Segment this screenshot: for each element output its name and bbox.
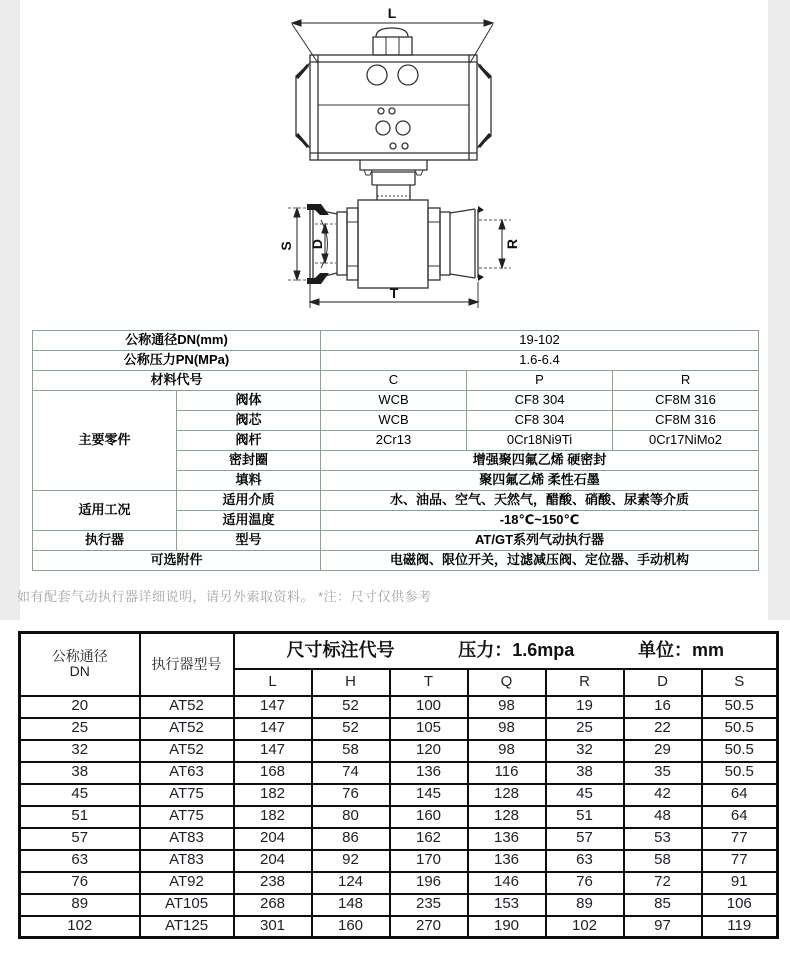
table-row xyxy=(20,894,778,916)
dim-value-cell: 168 xyxy=(234,762,312,784)
dim-value-cell: 301 xyxy=(234,916,312,938)
spec-model-value: AT/GT系列气动执行器 xyxy=(321,531,759,551)
dim-value-cell: 196 xyxy=(390,872,468,894)
spec-material-code-p: P xyxy=(467,371,613,391)
dim-value-cell: 136 xyxy=(390,762,468,784)
spec-part-name: 阀芯 xyxy=(177,411,321,431)
dim-title-cell xyxy=(234,633,778,669)
spec-material-label: 材料代号 xyxy=(33,371,321,391)
dim-value-cell: 160 xyxy=(390,806,468,828)
spec-parts-label: 主要零件 xyxy=(33,391,177,491)
table-row xyxy=(20,828,778,850)
dim-dn-header xyxy=(20,633,140,696)
dim-dn-cell: 102 xyxy=(20,916,140,938)
dim-dn-cell: 45 xyxy=(20,784,140,806)
dim-value-cell: 89 xyxy=(546,894,624,916)
dim-model-cell: AT63 xyxy=(140,762,234,784)
dim-model-cell: AT75 xyxy=(140,784,234,806)
dim-value-cell: 268 xyxy=(234,894,312,916)
table-row xyxy=(20,740,778,762)
dim-value-cell: 52 xyxy=(312,696,390,718)
dim-value-cell: 98 xyxy=(468,718,546,740)
dim-value-cell: 50.5 xyxy=(702,718,778,740)
dim-dn-cell: 51 xyxy=(20,806,140,828)
dim-value-cell: 128 xyxy=(468,784,546,806)
dim-model-cell: AT83 xyxy=(140,828,234,850)
dim-value-cell: 25 xyxy=(546,718,624,740)
spec-table xyxy=(32,330,759,571)
dim-dn-cell: 38 xyxy=(20,762,140,784)
dim-value-cell: 50.5 xyxy=(702,762,778,784)
dim-value-cell: 53 xyxy=(624,828,702,850)
dim-value-cell: 16 xyxy=(624,696,702,718)
spec-part-value: 聚四氟乙烯 柔性石墨 xyxy=(321,471,759,491)
table-row xyxy=(20,718,778,740)
dim-value-cell: 48 xyxy=(624,806,702,828)
dim-value-cell: 35 xyxy=(624,762,702,784)
dim-value-cell: 29 xyxy=(624,740,702,762)
dim-value-cell: 145 xyxy=(390,784,468,806)
dim-value-cell: 91 xyxy=(702,872,778,894)
dim-value-cell: 85 xyxy=(624,894,702,916)
dim-value-cell: 235 xyxy=(390,894,468,916)
spec-model-label: 型号 xyxy=(177,531,321,551)
spec-part-value: CF8 304 xyxy=(467,411,613,431)
table-row xyxy=(20,806,778,828)
dim-value-cell: 97 xyxy=(624,916,702,938)
dim-value-cell: 136 xyxy=(468,828,546,850)
dim-value-cell: 124 xyxy=(312,872,390,894)
spec-part-value: CF8 304 xyxy=(467,391,613,411)
dim-value-cell: 76 xyxy=(312,784,390,806)
dim-col-header-R: R xyxy=(546,669,624,696)
dim-value-cell: 74 xyxy=(312,762,390,784)
dim-value-cell: 77 xyxy=(702,850,778,872)
spec-dn-label: 公称通径DN(mm) xyxy=(33,331,321,351)
dim-value-cell: 190 xyxy=(468,916,546,938)
dim-value-cell: 77 xyxy=(702,828,778,850)
spec-part-value: CF8M 316 xyxy=(613,391,759,411)
table-row xyxy=(20,872,778,894)
dim-dn-cell: 76 xyxy=(20,872,140,894)
dim-value-cell: 148 xyxy=(312,894,390,916)
dim-dn-cell: 57 xyxy=(20,828,140,850)
dim-value-cell: 64 xyxy=(702,806,778,828)
spec-pn-value: 1.6-6.4 xyxy=(321,351,759,371)
dim-value-cell: 58 xyxy=(312,740,390,762)
spec-accessories-label: 可选附件 xyxy=(33,551,321,571)
dim-value-cell: 92 xyxy=(312,850,390,872)
dim-col-header-L: L xyxy=(234,669,312,696)
spec-dn-value: 19-102 xyxy=(321,331,759,351)
dim-title: 尺寸标注代号 xyxy=(286,639,395,660)
dim-value-cell: 32 xyxy=(546,740,624,762)
dim-model-cell: AT92 xyxy=(140,872,234,894)
dim-value-cell: 204 xyxy=(234,850,312,872)
dim-value-cell: 128 xyxy=(468,806,546,828)
dim-value-cell: 204 xyxy=(234,828,312,850)
dim-value-cell: 147 xyxy=(234,740,312,762)
dim-value-cell: 170 xyxy=(390,850,468,872)
dim-col-header-S: S xyxy=(702,669,778,696)
dim-value-cell: 45 xyxy=(546,784,624,806)
spec-part-value: 增强聚四氟乙烯 硬密封 xyxy=(321,451,759,471)
dim-value-cell: 52 xyxy=(312,718,390,740)
spec-temp-label: 适用温度 xyxy=(177,511,321,531)
dim-value-cell: 119 xyxy=(702,916,778,938)
spec-actuator-label: 执行器 xyxy=(33,531,177,551)
dim-value-cell: 182 xyxy=(234,784,312,806)
dim-model-cell: AT75 xyxy=(140,806,234,828)
dim-label-R: R xyxy=(504,238,520,250)
spec-accessories-value: 电磁阀、限位开关，过滤减压阀、定位器、手动机构 xyxy=(321,551,759,571)
spec-temp-value: -18℃~150℃ xyxy=(321,511,759,531)
dim-model-cell: AT83 xyxy=(140,850,234,872)
dim-value-cell: 50.5 xyxy=(702,740,778,762)
dim-value-cell: 42 xyxy=(624,784,702,806)
dim-value-cell: 38 xyxy=(546,762,624,784)
dim-value-cell: 102 xyxy=(546,916,624,938)
dim-value-cell: 106 xyxy=(702,894,778,916)
spec-part-name: 填料 xyxy=(177,471,321,491)
dim-dn-cell: 25 xyxy=(20,718,140,740)
dim-value-cell: 116 xyxy=(468,762,546,784)
dim-value-cell: 136 xyxy=(468,850,546,872)
spec-medium-label: 适用介质 xyxy=(177,491,321,511)
dim-value-cell: 147 xyxy=(234,718,312,740)
dim-value-cell: 72 xyxy=(624,872,702,894)
spec-part-value: WCB xyxy=(321,411,467,431)
dim-value-cell: 63 xyxy=(546,850,624,872)
dim-value-cell: 146 xyxy=(468,872,546,894)
spec-part-name: 阀杆 xyxy=(177,431,321,451)
dim-value-cell: 162 xyxy=(390,828,468,850)
dim-value-cell: 98 xyxy=(468,696,546,718)
footnote-text: 如有配套气动执行器详细说明，请另外索取资料。 *注：尺寸仅供参考 xyxy=(17,589,432,604)
spec-conditions-label: 适用工况 xyxy=(33,491,177,531)
dim-dn-cell: 63 xyxy=(20,850,140,872)
dim-label-D: D xyxy=(309,238,325,250)
dim-pressure: 压力：1.6mpa xyxy=(458,639,575,660)
table-row xyxy=(20,784,778,806)
dim-value-cell: 270 xyxy=(390,916,468,938)
dim-model-cell: AT105 xyxy=(140,894,234,916)
dim-value-cell: 147 xyxy=(234,696,312,718)
dim-value-cell: 22 xyxy=(624,718,702,740)
table-row xyxy=(20,696,778,718)
spec-part-name: 密封圈 xyxy=(177,451,321,471)
spec-part-value: CF8M 316 xyxy=(613,411,759,431)
spec-material-code-c: C xyxy=(321,371,467,391)
dim-label-S: S xyxy=(278,241,294,251)
dim-col-header-Q: Q xyxy=(468,669,546,696)
dim-label-L: L xyxy=(387,5,397,21)
dim-value-cell: 153 xyxy=(468,894,546,916)
dim-model-cell: AT125 xyxy=(140,916,234,938)
dim-model-cell: AT52 xyxy=(140,696,234,718)
dim-dn-cell: 32 xyxy=(20,740,140,762)
spec-part-value: 0Cr17NiMo2 xyxy=(613,431,759,451)
spec-part-value: 2Cr13 xyxy=(321,431,467,451)
spec-sheet-card xyxy=(17,0,768,620)
dim-value-cell: 86 xyxy=(312,828,390,850)
dim-value-cell: 120 xyxy=(390,740,468,762)
dim-unit: 单位：mm xyxy=(637,639,724,660)
dim-value-cell: 57 xyxy=(546,828,624,850)
dim-value-cell: 58 xyxy=(624,850,702,872)
dim-actuator-header: 执行器型号 xyxy=(140,633,234,696)
dim-value-cell: 50.5 xyxy=(702,696,778,718)
dim-value-cell: 100 xyxy=(390,696,468,718)
dim-value-cell: 64 xyxy=(702,784,778,806)
valve-technical-drawing xyxy=(20,0,768,328)
spec-material-code-r: R xyxy=(613,371,759,391)
spec-part-name: 阀体 xyxy=(177,391,321,411)
dimension-table xyxy=(18,631,779,939)
dim-value-cell: 105 xyxy=(390,718,468,740)
dim-dn-cell: 20 xyxy=(20,696,140,718)
dim-label-T: T xyxy=(389,285,399,301)
table-row xyxy=(20,916,778,938)
dim-value-cell: 80 xyxy=(312,806,390,828)
dim-value-cell: 238 xyxy=(234,872,312,894)
spec-part-value: 0Cr18Ni9Ti xyxy=(467,431,613,451)
spec-part-value: WCB xyxy=(321,391,467,411)
dim-model-cell: AT52 xyxy=(140,718,234,740)
spec-pn-label: 公称压力PN(MPa) xyxy=(33,351,321,371)
dim-value-cell: 51 xyxy=(546,806,624,828)
dimension-sheet xyxy=(0,620,790,962)
dim-value-cell: 19 xyxy=(546,696,624,718)
table-row xyxy=(20,762,778,784)
dim-dn-cell: 89 xyxy=(20,894,140,916)
dim-dn-header-line1: 公称通径 xyxy=(51,647,108,664)
spec-medium-value: 水、油品、空气、天然气，醋酸、硝酸、尿素等介质 xyxy=(321,491,759,511)
dim-value-cell: 98 xyxy=(468,740,546,762)
dim-dn-header-line2: DN xyxy=(69,663,90,680)
table-row xyxy=(20,850,778,872)
dim-value-cell: 182 xyxy=(234,806,312,828)
dim-col-header-T: T xyxy=(390,669,468,696)
dim-model-cell: AT52 xyxy=(140,740,234,762)
dim-value-cell: 76 xyxy=(546,872,624,894)
dim-value-cell: 160 xyxy=(312,916,390,938)
dim-col-header-H: H xyxy=(312,669,390,696)
dim-col-header-D: D xyxy=(624,669,702,696)
